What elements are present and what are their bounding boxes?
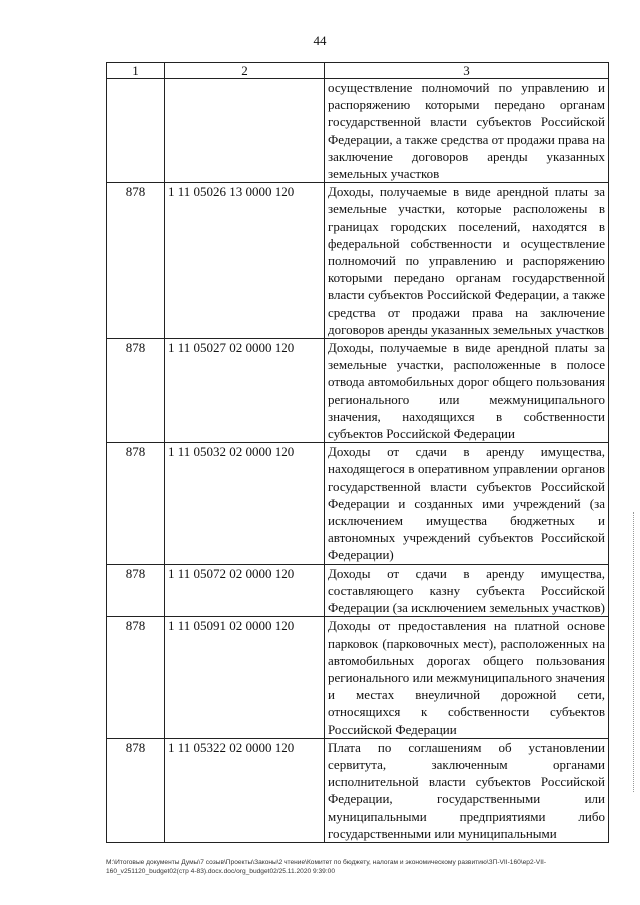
header-col-3: 3 [325,63,609,79]
description-cell: Доходы от сдачи в аренду имущества, составляющего казну субъекта Российской Федерации (за исключением земельных участков) [325,564,609,617]
table-row [107,183,609,339]
budget-code-cell [165,79,325,183]
admin-code-cell: 878 [107,617,165,738]
budget-code-cell: 1 11 05091 02 0000 120 [165,617,325,738]
budget-code-cell: 1 11 05026 13 0000 120 [165,183,325,339]
table-row [107,79,609,183]
table-row [107,738,609,842]
table-header-row [107,63,609,79]
file-path-footer: M:\Итоговые документы Думы\7 созыв\Проекты\Законы\2 чтение\Комитет по бюджету, налогам и экономическому развитию\ЗП-VII-160\ep2-VII-160_v251120_budget02(стр 4-83).docx.doc/org_budget02/25.11.2020 9:39:00 [106,859,547,875]
table-row [107,443,609,564]
budget-code-cell: 1 11 05322 02 0000 120 [165,738,325,842]
description-cell: Доходы, получаемые в виде арендной платы за земельные участки, которые расположены в границах городских поселений, находятся в федеральной собственности и осуществление полномочий по управлению и распоряжению которыми передано органам государственной власти субъектов Российской Федерации, а также средства от продажи права на заключение договоров аренды указанных земельных участков [325,183,609,339]
header-col-1: 1 [107,63,165,79]
description-cell: Плата по соглашениям об установлении сервитута, заключенным органами исполнительной власти субъектов Российской Федерации, государственными или муниципальными предприятиями либо государственными или муниципальными [325,738,609,842]
admin-code-cell: 878 [107,738,165,842]
admin-code-cell: 878 [107,339,165,443]
budget-code-cell: 1 11 05027 02 0000 120 [165,339,325,443]
table-row [107,564,609,617]
budget-code-cell: 1 11 05072 02 0000 120 [165,564,325,617]
revenue-table [106,62,609,843]
admin-code-cell: 878 [107,443,165,564]
table-row [107,339,609,443]
admin-code-cell: 878 [107,183,165,339]
description-cell: Доходы от сдачи в аренду имущества, находящегося в оперативном управлении органов государственной власти субъектов Российской Федерации и созданных ими учреждений (за исключением имущества бюджетных и автономных учреждений субъектов Российской Федерации) [325,443,609,564]
admin-code-cell [107,79,165,183]
table-row [107,617,609,738]
margin-mark [633,512,634,792]
description-cell: Доходы, получаемые в виде арендной платы за земельные участки, расположенные в полосе отвода автомобильных дорог общего пользования регионального или межмуниципального значения, находящихся в собственности субъектов Российской Федерации [325,339,609,443]
header-col-2: 2 [165,63,325,79]
admin-code-cell: 878 [107,564,165,617]
page-number: 44 [313,33,327,48]
description-cell: Доходы от предоставления на платной основе парковок (парковочных мест), расположенных на автомобильных дорогах общего пользования регионального или межмуниципального значения и местах внеуличной дорожной сети, относящихся к собственности субъектов Российской Федерации [325,617,609,738]
description-cell: осуществление полномочий по управлению и распоряжению которыми передано органам государственной власти субъектов Российской Федерации, а также средства от продажи права на заключение договоров аренды указанных земельных участков [325,79,609,183]
budget-code-cell: 1 11 05032 02 0000 120 [165,443,325,564]
